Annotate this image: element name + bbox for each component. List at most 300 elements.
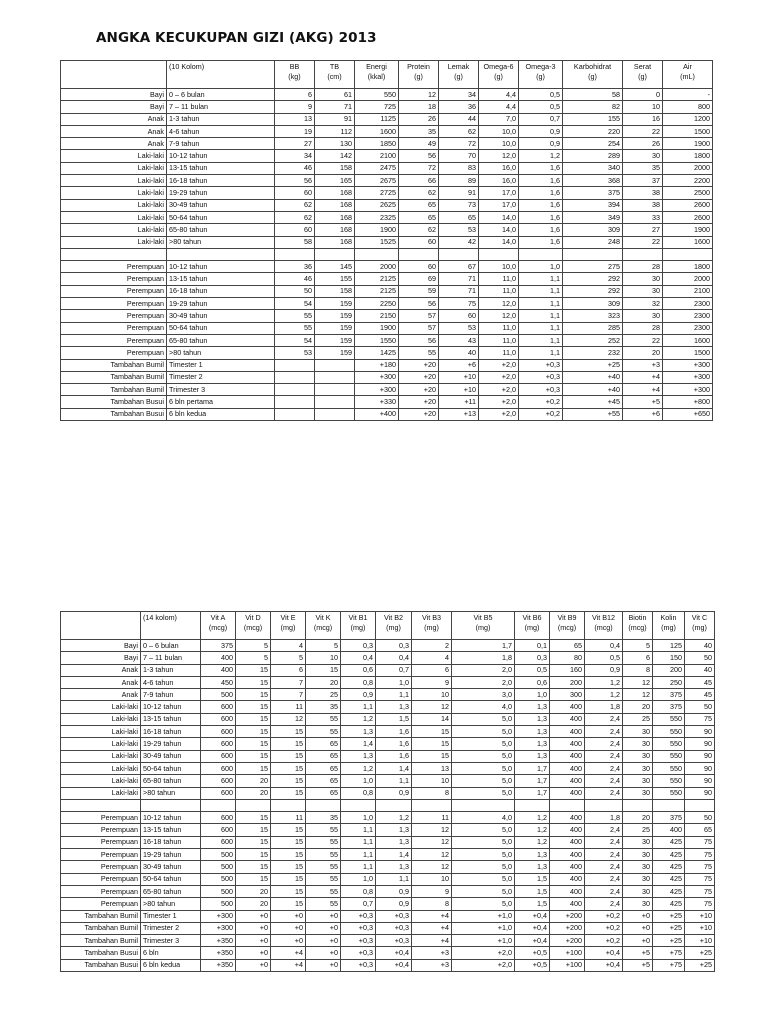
- age-cell: 16-18 tahun: [141, 726, 201, 738]
- value-cell: 1,1: [341, 861, 376, 873]
- table2-header-cell: Vit B2 (mg): [376, 612, 412, 640]
- value-cell: 1,6: [376, 750, 412, 762]
- value-cell: 17,0: [479, 199, 519, 211]
- value-cell: 35: [399, 125, 439, 137]
- value-cell: 15: [271, 885, 306, 897]
- value-cell: +2,0: [479, 371, 519, 383]
- value-cell: 1,1: [519, 298, 563, 310]
- value-cell: +0: [306, 959, 341, 971]
- value-cell: 425: [653, 861, 685, 873]
- value-cell: 4: [271, 640, 306, 652]
- value-cell: 30: [623, 775, 653, 787]
- table2-row: [61, 713, 715, 725]
- value-cell: 12: [623, 689, 653, 701]
- value-cell: 9: [275, 101, 315, 113]
- value-cell: 10,0: [479, 261, 519, 273]
- age-cell: 13-15 tahun: [167, 273, 275, 285]
- value-cell: 15: [236, 701, 271, 713]
- table2-header-cell: Vit K (mcg): [306, 612, 341, 640]
- group-cell: Tambahan Bumil: [61, 910, 141, 922]
- value-cell: 50: [685, 812, 715, 824]
- value-cell: [623, 799, 653, 811]
- value-cell: 11: [412, 812, 452, 824]
- value-cell: +0: [236, 910, 271, 922]
- value-cell: 15: [236, 836, 271, 848]
- value-cell: 400: [550, 750, 585, 762]
- table2-header-cell: Vit D (mcg): [236, 612, 271, 640]
- age-cell: [167, 248, 275, 260]
- value-cell: 375: [563, 187, 623, 199]
- value-cell: +0,4: [515, 922, 550, 934]
- value-cell: 600: [201, 836, 236, 848]
- value-cell: +75: [653, 959, 685, 971]
- value-cell: 54: [275, 298, 315, 310]
- table1-row: [61, 199, 713, 211]
- table1-row: [61, 359, 713, 371]
- value-cell: 36: [439, 101, 479, 113]
- value-cell: 40: [685, 664, 715, 676]
- value-cell: 375: [653, 689, 685, 701]
- table1-header-cell: [61, 61, 167, 89]
- value-cell: 75: [685, 873, 715, 885]
- group-cell: Anak: [61, 138, 167, 150]
- table2-row: [61, 959, 715, 971]
- value-cell: [479, 248, 519, 260]
- group-cell: Laki-laki: [61, 211, 167, 223]
- value-cell: 500: [201, 885, 236, 897]
- value-cell: 15: [271, 762, 306, 774]
- group-cell: Perempuan: [61, 885, 141, 897]
- value-cell: 400: [550, 787, 585, 799]
- table2-header-cell: [61, 612, 141, 640]
- value-cell: 1900: [355, 224, 399, 236]
- value-cell: 44: [439, 113, 479, 125]
- value-cell: +25: [653, 910, 685, 922]
- table2-header-cell: Vit B12 (mcg): [585, 612, 623, 640]
- value-cell: 50: [275, 285, 315, 297]
- value-cell: 1,6: [519, 187, 563, 199]
- table2-row: [61, 664, 715, 676]
- value-cell: 1,2: [376, 812, 412, 824]
- value-cell: +800: [663, 396, 713, 408]
- value-cell: 61: [315, 89, 355, 101]
- value-cell: 1,1: [519, 310, 563, 322]
- value-cell: [550, 799, 585, 811]
- value-cell: 425: [653, 849, 685, 861]
- value-cell: +6: [439, 359, 479, 371]
- value-cell: 425: [653, 873, 685, 885]
- table1-row: [61, 162, 713, 174]
- value-cell: +4: [412, 935, 452, 947]
- value-cell: 2325: [355, 211, 399, 223]
- value-cell: 400: [550, 775, 585, 787]
- age-cell: 1-3 tahun: [167, 113, 275, 125]
- value-cell: +0,3: [341, 910, 376, 922]
- value-cell: 1425: [355, 347, 399, 359]
- value-cell: +300: [355, 371, 399, 383]
- table1-row: [61, 236, 713, 248]
- group-cell: Perempuan: [61, 285, 167, 297]
- age-cell: 1-3 tahun: [141, 664, 201, 676]
- value-cell: 11,0: [479, 285, 519, 297]
- value-cell: 1,0: [519, 261, 563, 273]
- value-cell: 1,2: [519, 150, 563, 162]
- value-cell: 11,0: [479, 273, 519, 285]
- value-cell: 11: [271, 701, 306, 713]
- age-cell: Timester 1: [141, 910, 201, 922]
- table1-header-cell: Protein (g): [399, 61, 439, 89]
- value-cell: 1,2: [515, 836, 550, 848]
- value-cell: 2,4: [585, 873, 623, 885]
- value-cell: [653, 799, 685, 811]
- value-cell: 1,6: [519, 236, 563, 248]
- value-cell: 59: [399, 285, 439, 297]
- value-cell: 30: [623, 861, 653, 873]
- value-cell: 14,0: [479, 236, 519, 248]
- value-cell: +0: [623, 935, 653, 947]
- value-cell: 0,4: [376, 652, 412, 664]
- table2-header-cell: Vit C (mg): [685, 612, 715, 640]
- value-cell: 2300: [663, 322, 713, 334]
- age-cell: 7-9 tahun: [167, 138, 275, 150]
- value-cell: 62: [399, 224, 439, 236]
- value-cell: 2,4: [585, 885, 623, 897]
- value-cell: 292: [563, 285, 623, 297]
- table1-row: [61, 113, 713, 125]
- group-cell: Tambahan Bumil: [61, 935, 141, 947]
- value-cell: 600: [201, 738, 236, 750]
- value-cell: 400: [653, 824, 685, 836]
- value-cell: +20: [399, 408, 439, 420]
- value-cell: 252: [563, 334, 623, 346]
- value-cell: 1,5: [515, 873, 550, 885]
- group-cell: Anak: [61, 689, 141, 701]
- value-cell: 75: [685, 713, 715, 725]
- value-cell: 0,9: [519, 125, 563, 137]
- group-cell: Tambahan Busui: [61, 959, 141, 971]
- table2-row: [61, 787, 715, 799]
- group-cell: Laki-laki: [61, 775, 141, 787]
- value-cell: 65: [306, 750, 341, 762]
- value-cell: 62: [275, 199, 315, 211]
- akg-table-energy: [60, 60, 713, 421]
- value-cell: +350: [201, 935, 236, 947]
- group-cell: Anak: [61, 664, 141, 676]
- value-cell: 5,0: [452, 885, 515, 897]
- group-cell: Laki-laki: [61, 787, 141, 799]
- value-cell: 40: [439, 347, 479, 359]
- value-cell: +10: [685, 922, 715, 934]
- value-cell: 1,1: [376, 775, 412, 787]
- value-cell: 130: [315, 138, 355, 150]
- value-cell: 2675: [355, 175, 399, 187]
- value-cell: 75: [685, 885, 715, 897]
- value-cell: 0,9: [376, 898, 412, 910]
- value-cell: +200: [550, 922, 585, 934]
- age-cell: >80 tahun: [167, 347, 275, 359]
- value-cell: 20: [623, 701, 653, 713]
- value-cell: 349: [563, 211, 623, 223]
- age-cell: 7 – 11 bulan: [167, 101, 275, 113]
- value-cell: 15: [236, 849, 271, 861]
- group-cell: Anak: [61, 113, 167, 125]
- value-cell: +0,2: [519, 396, 563, 408]
- age-cell: 30-49 tahun: [167, 310, 275, 322]
- value-cell: 550: [653, 750, 685, 762]
- value-cell: 1,2: [515, 824, 550, 836]
- value-cell: 5,0: [452, 787, 515, 799]
- table1-header-cell: Energi (kkal): [355, 61, 399, 89]
- value-cell: 2300: [663, 298, 713, 310]
- age-cell: 50-64 tahun: [141, 873, 201, 885]
- value-cell: 46: [275, 273, 315, 285]
- value-cell: 5,0: [452, 738, 515, 750]
- value-cell: 46: [275, 162, 315, 174]
- value-cell: 165: [315, 175, 355, 187]
- value-cell: 400: [550, 824, 585, 836]
- value-cell: 50: [685, 701, 715, 713]
- value-cell: 1,7: [515, 762, 550, 774]
- age-cell: 4-6 tahun: [141, 676, 201, 688]
- value-cell: 55: [306, 726, 341, 738]
- value-cell: 14,0: [479, 211, 519, 223]
- group-cell: Tambahan Busui: [61, 947, 141, 959]
- value-cell: 600: [201, 787, 236, 799]
- value-cell: 168: [315, 199, 355, 211]
- value-cell: 58: [563, 89, 623, 101]
- group-cell: [61, 248, 167, 260]
- group-cell: Perempuan: [61, 334, 167, 346]
- age-cell: 19-29 tahun: [141, 738, 201, 750]
- value-cell: 65: [306, 775, 341, 787]
- value-cell: 0,8: [341, 885, 376, 897]
- value-cell: 600: [201, 812, 236, 824]
- value-cell: 34: [439, 89, 479, 101]
- value-cell: 1,2: [515, 812, 550, 824]
- value-cell: 160: [550, 664, 585, 676]
- value-cell: 4,0: [452, 812, 515, 824]
- value-cell: 60: [399, 236, 439, 248]
- value-cell: 70: [439, 150, 479, 162]
- value-cell: 12: [412, 824, 452, 836]
- value-cell: +13: [439, 408, 479, 420]
- age-cell: 4-6 tahun: [167, 125, 275, 137]
- value-cell: 155: [315, 273, 355, 285]
- value-cell: 60: [275, 187, 315, 199]
- table1-row: [61, 138, 713, 150]
- value-cell: 2000: [663, 162, 713, 174]
- value-cell: 500: [201, 861, 236, 873]
- value-cell: 28: [623, 261, 663, 273]
- value-cell: 15: [271, 849, 306, 861]
- value-cell: 0,6: [341, 664, 376, 676]
- value-cell: 1,6: [376, 738, 412, 750]
- value-cell: +0,4: [515, 910, 550, 922]
- value-cell: 18: [399, 101, 439, 113]
- group-cell: Laki-laki: [61, 726, 141, 738]
- value-cell: 2,0: [452, 676, 515, 688]
- table2-header-cell: Vit B3 (mg): [412, 612, 452, 640]
- group-cell: Tambahan Bumil: [61, 384, 167, 396]
- table2-row: [61, 652, 715, 664]
- value-cell: 53: [275, 347, 315, 359]
- value-cell: 1,7: [515, 787, 550, 799]
- value-cell: 1,6: [519, 175, 563, 187]
- value-cell: 2625: [355, 199, 399, 211]
- age-cell: 30-49 tahun: [141, 750, 201, 762]
- value-cell: +4: [271, 947, 306, 959]
- value-cell: 1,4: [341, 738, 376, 750]
- value-cell: 5: [306, 640, 341, 652]
- age-cell: 30-49 tahun: [141, 861, 201, 873]
- value-cell: 168: [315, 224, 355, 236]
- table2-row: [61, 873, 715, 885]
- value-cell: +0: [236, 947, 271, 959]
- value-cell: 0,8: [341, 787, 376, 799]
- value-cell: +0,5: [515, 947, 550, 959]
- value-cell: 7: [271, 676, 306, 688]
- group-cell: Anak: [61, 676, 141, 688]
- value-cell: [399, 248, 439, 260]
- value-cell: +300: [663, 384, 713, 396]
- value-cell: 22: [623, 125, 663, 137]
- table1-row: [61, 261, 713, 273]
- value-cell: 400: [550, 738, 585, 750]
- value-cell: 159: [315, 298, 355, 310]
- value-cell: +0,4: [376, 959, 412, 971]
- value-cell: 2500: [663, 187, 713, 199]
- value-cell: 5: [623, 640, 653, 652]
- age-cell: >80 tahun: [141, 787, 201, 799]
- value-cell: +0,4: [585, 959, 623, 971]
- value-cell: [685, 799, 715, 811]
- group-cell: [61, 799, 141, 811]
- value-cell: 550: [355, 89, 399, 101]
- value-cell: 0,5: [515, 664, 550, 676]
- value-cell: 26: [623, 138, 663, 150]
- value-cell: 11,0: [479, 334, 519, 346]
- value-cell: 2,4: [585, 762, 623, 774]
- age-cell: 16-18 tahun: [167, 285, 275, 297]
- value-cell: 2600: [663, 199, 713, 211]
- value-cell: 12: [399, 89, 439, 101]
- value-cell: 2,4: [585, 898, 623, 910]
- value-cell: 375: [653, 812, 685, 824]
- value-cell: 54: [275, 334, 315, 346]
- value-cell: 300: [550, 689, 585, 701]
- value-cell: 1550: [355, 334, 399, 346]
- value-cell: 71: [439, 285, 479, 297]
- group-cell: Perempuan: [61, 310, 167, 322]
- value-cell: 75: [685, 861, 715, 873]
- value-cell: 1,4: [376, 762, 412, 774]
- value-cell: 0,9: [376, 787, 412, 799]
- value-cell: +0,3: [376, 922, 412, 934]
- value-cell: 49: [399, 138, 439, 150]
- value-cell: +0: [236, 922, 271, 934]
- value-cell: 142: [315, 150, 355, 162]
- value-cell: 37: [623, 175, 663, 187]
- value-cell: 1,7: [515, 775, 550, 787]
- value-cell: 20: [306, 676, 341, 688]
- value-cell: 15: [236, 689, 271, 701]
- value-cell: 2600: [663, 211, 713, 223]
- value-cell: 2100: [663, 285, 713, 297]
- value-cell: +0,3: [376, 935, 412, 947]
- value-cell: [623, 248, 663, 260]
- value-cell: 550: [653, 762, 685, 774]
- value-cell: +0: [271, 935, 306, 947]
- value-cell: [315, 359, 355, 371]
- age-cell: 13-15 tahun: [167, 162, 275, 174]
- value-cell: 0,9: [341, 689, 376, 701]
- value-cell: +5: [623, 959, 653, 971]
- value-cell: 168: [315, 236, 355, 248]
- value-cell: 90: [685, 726, 715, 738]
- value-cell: +2,0: [479, 359, 519, 371]
- value-cell: 20: [236, 898, 271, 910]
- value-cell: 45: [685, 689, 715, 701]
- value-cell: 3,0: [452, 689, 515, 701]
- value-cell: +40: [563, 384, 623, 396]
- value-cell: 15: [236, 750, 271, 762]
- value-cell: +1,0: [452, 910, 515, 922]
- value-cell: 0,7: [376, 664, 412, 676]
- value-cell: 14,0: [479, 224, 519, 236]
- value-cell: 55: [306, 861, 341, 873]
- value-cell: 289: [563, 150, 623, 162]
- value-cell: 5,0: [452, 898, 515, 910]
- value-cell: 1,1: [376, 689, 412, 701]
- group-cell: Laki-laki: [61, 199, 167, 211]
- value-cell: 0,5: [519, 89, 563, 101]
- value-cell: 62: [399, 187, 439, 199]
- value-cell: 232: [563, 347, 623, 359]
- value-cell: 55: [306, 873, 341, 885]
- value-cell: 69: [399, 273, 439, 285]
- value-cell: 38: [623, 187, 663, 199]
- value-cell: [275, 408, 315, 420]
- table1-spacer-row: [61, 248, 713, 260]
- value-cell: 83: [439, 162, 479, 174]
- value-cell: 35: [306, 812, 341, 824]
- value-cell: 5,0: [452, 762, 515, 774]
- value-cell: 500: [201, 849, 236, 861]
- value-cell: 400: [550, 836, 585, 848]
- value-cell: [519, 248, 563, 260]
- value-cell: 55: [306, 713, 341, 725]
- table1-row: [61, 310, 713, 322]
- value-cell: +20: [399, 371, 439, 383]
- value-cell: [315, 384, 355, 396]
- value-cell: 2,4: [585, 861, 623, 873]
- value-cell: 1,0: [341, 873, 376, 885]
- value-cell: 1,1: [341, 824, 376, 836]
- value-cell: 1,6: [519, 224, 563, 236]
- value-cell: +350: [201, 947, 236, 959]
- group-cell: Perempuan: [61, 812, 141, 824]
- value-cell: 1,1: [519, 322, 563, 334]
- value-cell: [275, 359, 315, 371]
- table2-row: [61, 775, 715, 787]
- table2-header-row: [61, 612, 715, 640]
- value-cell: 30: [623, 898, 653, 910]
- group-cell: Laki-laki: [61, 187, 167, 199]
- value-cell: 20: [236, 787, 271, 799]
- value-cell: 12,0: [479, 310, 519, 322]
- age-cell: 10-12 tahun: [141, 701, 201, 713]
- value-cell: 200: [653, 664, 685, 676]
